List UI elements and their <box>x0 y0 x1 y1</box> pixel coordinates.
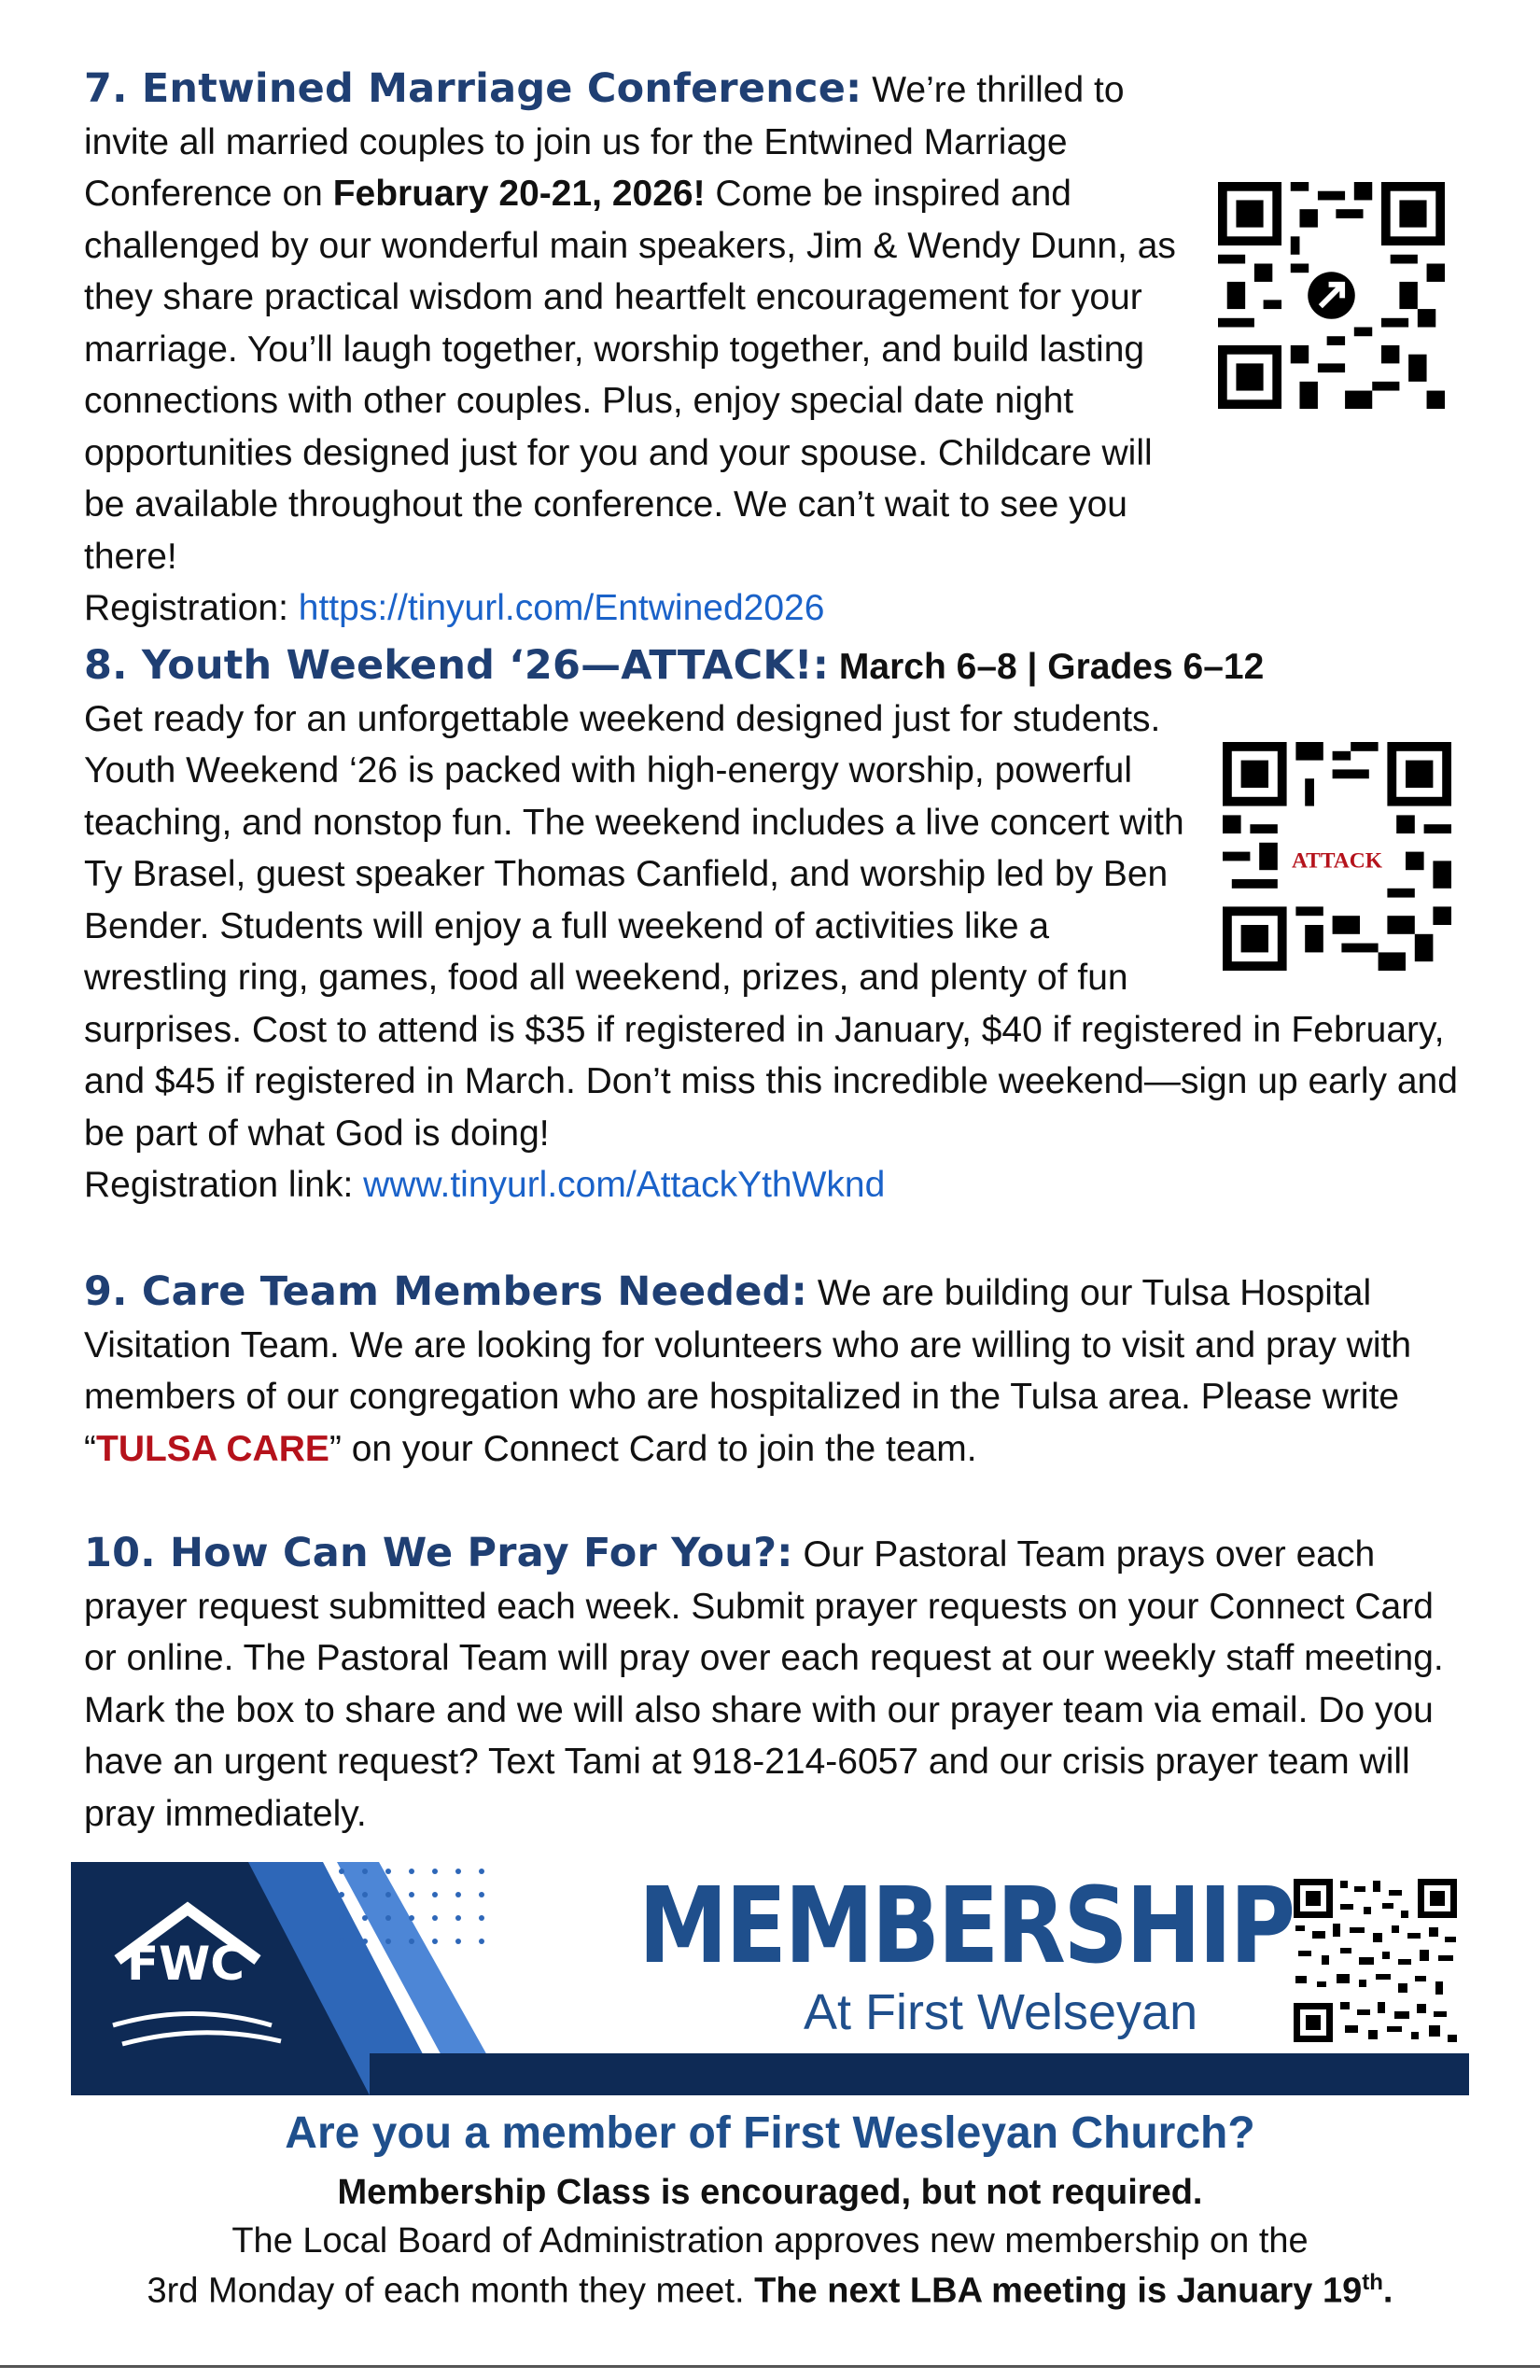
section-prayer <box>84 1528 1465 1840</box>
qr-code-marriage <box>1218 182 1445 409</box>
membership-title: MEMBERSHIP <box>638 1866 1294 1987</box>
qr-code-membership <box>1294 1879 1457 2042</box>
membership-class-note: Membership Class is encouraged, but not required. <box>337 2173 1203 2212</box>
attack-logo: ATTACK <box>1291 848 1383 874</box>
membership-question: Are you a member of First Wesleyan Church? <box>285 2108 1255 2158</box>
tulsa-care-highlight: TULSA CARE <box>96 1428 329 1469</box>
lba-note: The Local Board of Administration approves new membership on the <box>231 2221 1309 2261</box>
section-body: Come be inspired and challenged by our wonderful main speakers, Jim & Wendy Dunn, as they share practical wisdom and heartfelt encouragement for your marriage. You’ll laugh together, worship together, and build lasting connections with other couples. Plus, enjoy special date night opportunities designed just for you and your spouse. Childcare will be available throughout the conference. We can’t wait to see you there! <box>84 174 1176 577</box>
membership-subtitle: At First Welseyan <box>804 1984 1198 2040</box>
page-bottom-rule <box>0 2365 1540 2368</box>
qr-code-icon <box>1218 182 1445 409</box>
section-heading: 9. Care Team Members Needed: <box>84 1268 808 1315</box>
date-suffix: th <box>1362 2270 1383 2295</box>
qr-code-youth <box>1223 742 1451 971</box>
section-heading: 8. Youth Weekend ‘26—ATTACK!: <box>84 642 830 689</box>
link-label: Registration: <box>84 588 299 628</box>
lba-meeting-date: The next LBA meeting is January 19 <box>754 2271 1363 2311</box>
event-subhead: March 6–8 | Grades 6–12 <box>829 647 1265 687</box>
registration-link[interactable]: https://tinyurl.com/Entwined2026 <box>298 588 825 628</box>
fwc-logo: FWC <box>127 1937 245 1991</box>
section-body-end: ” on your Connect Card to join the team. <box>329 1428 977 1469</box>
period: . <box>1382 2271 1393 2311</box>
section-intro: We’re thrilled to invite all married couples to join us for the Entwined Marriage Conference on <box>84 70 1125 214</box>
section-heading: 7. Entwined Marriage Conference: <box>84 65 862 112</box>
section-care-team <box>84 1267 1465 1475</box>
registration-link[interactable]: www.tinyurl.com/AttackYthWknd <box>363 1165 886 1205</box>
lba-meeting-line <box>0 2270 1540 2312</box>
membership-banner <box>71 1862 1469 2095</box>
section-body: Get ready for an unforgettable weekend designed just for students. Youth Weekend ‘26 is packed with high-energy worship, powerful teaching, and nonstop fun. The weekend includes a live concert with Ty Brasel, guest speaker Thomas Canfield, and worship led by Ben Bender. Students will enjoy a full weekend of activities like a wrestling ring, games, food all weekend, prizes, and plenty of fun surprises. Cost to attend is $35 if registered in January, $40 if registered in February, and $45 if registered in March. Don’t miss this incredible weekend—sign up early and be part of what God is doing! <box>84 698 1458 1154</box>
qr-code-icon <box>1223 742 1451 971</box>
lba-meeting-text: 3rd Monday of each month they meet. <box>147 2271 755 2311</box>
section-heading: 10. How Can We Pray For You?: <box>84 1530 793 1576</box>
section-body: We are building our Tulsa Hospital Visitation Team. We are looking for volunteers who are willing to visit and pray with members of our congregation who are hospitalized in the Tulsa area. Please write “ <box>84 1273 1412 1469</box>
section-body: Our Pastoral Team prays over each prayer request submitted each week. Submit prayer requests on your Connect Card or online. The Pastoral Team will pray over each request at our weekly staff meeting. Mark the box to share and we will also share with our prayer team via email. Do you have an urgent request? Text Tami at 918-214-6057 and our crisis prayer team will pray immediately. <box>84 1534 1444 1834</box>
link-label: Registration link: <box>84 1165 364 1205</box>
event-date: February 20-21, 2026! <box>332 174 706 214</box>
